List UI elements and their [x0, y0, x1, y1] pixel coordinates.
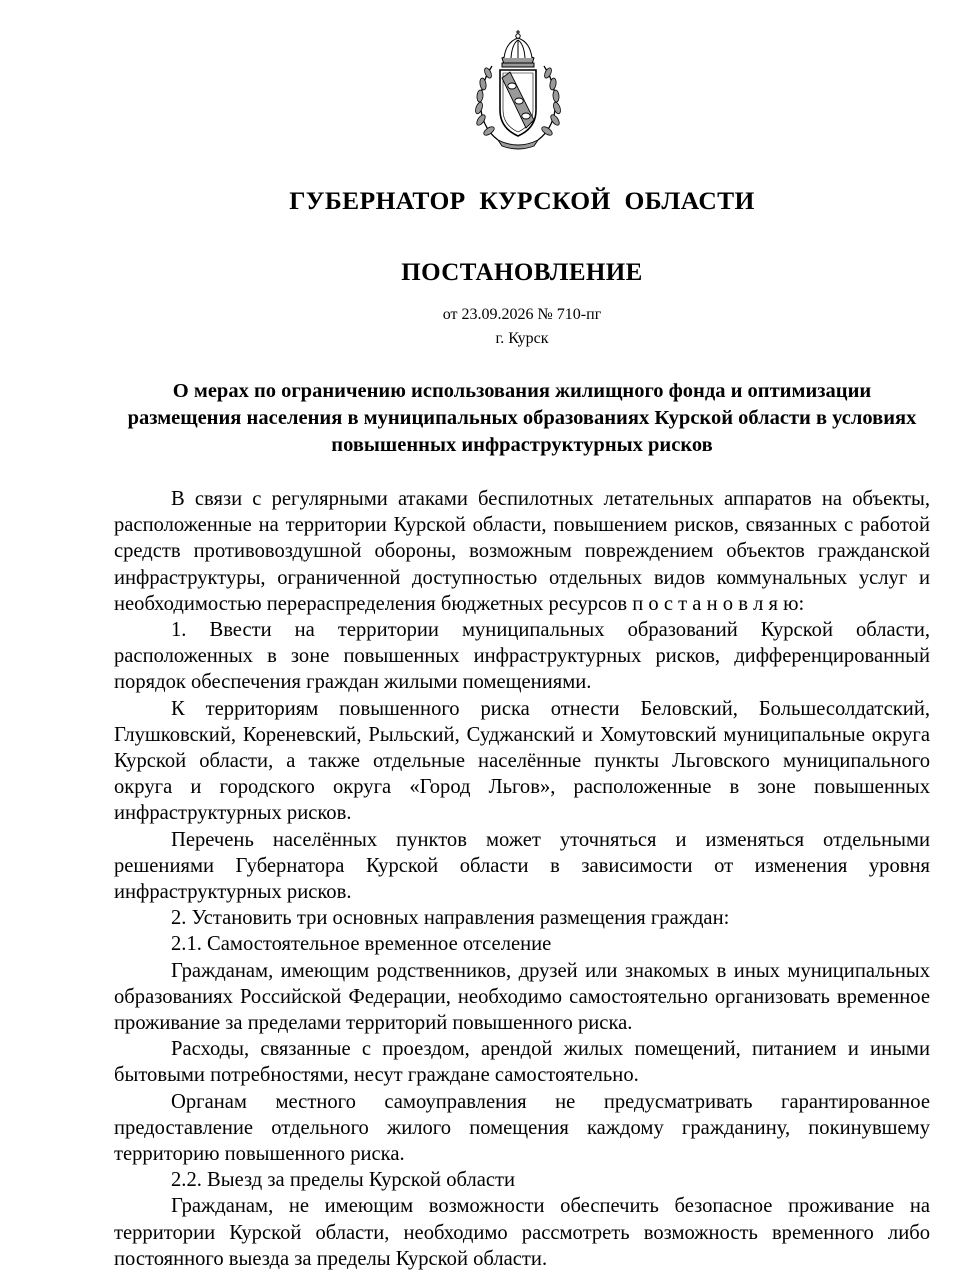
settlement-list-paragraph: Перечень населённых пунктов может уточняться и изменяться отдельными решениями Губернатора Курской области в зависимости от изменения уровня инфраструктурных рисков.	[114, 828, 930, 904]
issuing-authority: ГУБЕРНАТОР КУРСКОЙ ОБЛАСТИ	[289, 186, 755, 215]
clause-2-2-heading: 2.2. Выезд за пределы Курской области	[171, 1169, 516, 1192]
relocation-expenses-paragraph: Расходы, связанные с проездом, арендой жилых помещений, питанием и иными бытовыми потребностями, несут граждане самостоятельно.	[114, 1038, 930, 1087]
preamble-paragraph: В связи с регулярными атаками беспилотных летательных аппаратов на объекты, расположенные на территории Курской области, повышением рисков, связанных с работой средств противовоздушной обороны, возможным повреждением объектов гражданской инфраструктуры, ограниченной доступностью отдельных видов коммунальных услуг и необходимостью перераспределения бюджетных ресурсов п о с т а н о в л я ю:	[114, 488, 930, 615]
clause-2-paragraph: 2. Установить три основных направления размещения граждан:	[171, 907, 730, 930]
clause-1-paragraph: 1. Ввести на территории муниципальных образований Курской области, расположенных в зоне повышенных инфраструктурных рисков, дифференцированный порядок обеспечения граждан жилыми помещениями.	[114, 619, 930, 694]
document-date-number: от 23.09.2026 № 710-пг	[442, 306, 602, 323]
document-title: О мерах по ограничению использования жилищного фонда и оптимизации размещения населения в муниципальных образованиях Курской области в условиях повышенных инфраструктурных рисков	[127, 380, 917, 456]
local-authorities-paragraph: Органам местного самоуправления не предусматривать гарантированное предоставление отдельного жилого помещения каждому гражданину, покинувшему территорию повышенного риска.	[114, 1090, 930, 1166]
departure-paragraph: Гражданам, не имеющим возможности обеспечить безопасное проживание на территории Курской области, необходимо рассмотреть возможность временного либо постоянного выезда за пределы Курской области.	[114, 1195, 930, 1270]
clause-2-1-heading: 2.1. Самостоятельное временное отселение	[171, 933, 552, 956]
self-relocation-paragraph: Гражданам, имеющим родственников, друзей или знакомых в иных муниципальных образованиях Российской Федерации, необходимо самостоятельно организовать временное проживание за пределами территорий повышенного риска.	[114, 959, 930, 1035]
document-type-heading: ПОСТАНОВЛЕНИЕ	[401, 259, 643, 286]
coat-of-arms-icon	[468, 28, 568, 152]
document-body	[114, 486, 930, 1272]
document-meta	[114, 303, 930, 351]
risk-territories-paragraph: К территориям повышенного риска отнести Беловский, Большесолдатский, Глушковский, Кореневский, Рыльский, Суджанский и Хомутовский муниципальные округа Курской области, а также отдельные населённые пункты Льговского муниципального округа и городского округа «Город Льгов», расположенные в зоне повышенных инфраструктурных рисков.	[114, 697, 930, 825]
document-place: г. Курск	[495, 330, 549, 347]
